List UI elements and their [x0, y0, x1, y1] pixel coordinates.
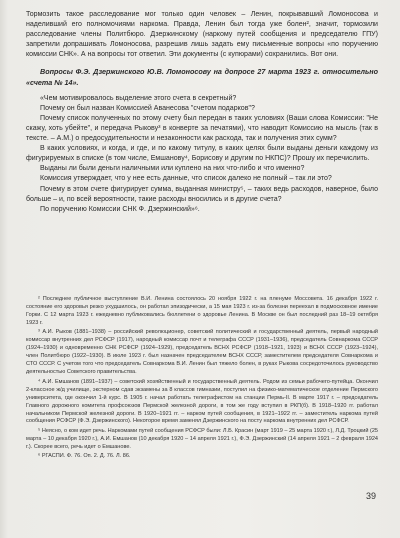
question-1: «Чем мотивировалось выделение этого счета в секретный? [40, 94, 237, 102]
footnote-5: ⁵ Неясно, о ком идет речь. Наркомами путей сообщения РСФСР были: Л.Б. Красин (март 1919 – 25 марта 1920 г.), Л.Д. Троцкий (25 марта – 10 декабря 1920 г.), А.И. Емшанов (10 декабря 1920 – 14 апреля 1921 г.), Ф.Э. Дзержинский (14 апреля 1921 – 2 февраля 1924 г.). Скорее всего, речь идет о Емшанове. [26, 428, 378, 450]
paragraph-intro: Тормозить такое расследование мог только один человек – Ленин, покрывавший Ломоносова и наделивший его полномочиями наркома. Правда, Ленин был тогда уже болен², значит, тормозили расследование члены Политбюро. Дзержинскому (наркому путей сообщения и председателю ГПУ) запретили допрашивать Ломоносова, разрешив лишь задать ему письменные вопросы «по поручению комиссии СНК». А на вопросы тот ответил. Эти документы (с купюрами) сохранились. Вот они. [26, 11, 378, 59]
main-text [26, 10, 378, 215]
signature: По поручению Комиссии СНК Ф. Дзержинский»⁶. [40, 205, 200, 213]
section-heading: Вопросы Ф.Э. Дзержинского Ю.В. Ломоносову на допросе 27 марта 1923 г. относительно «счета № 14». [26, 67, 378, 87]
question-7: Почему в этом счете фигурирует сумма, выданная министру⁵, – таких ведь расходов, наверное, было больше – и, по всей вероятности, такие расходы вносились и в другие счета? [26, 185, 378, 203]
question-3: Почему список полученных по этому счету был передан в таких условиях (Ваши слова Комиссии: "Не скажу, хоть убейте", и передача Рыкову³ в конверте за печатями), что наводит Комиссию на мысль (так в тексте. – А.М.) о предосудительности и незаконности как расхода, так и получения этих сумм? [26, 114, 378, 143]
page-number: 39 [365, 491, 376, 501]
question-6: Комиссия утверждает, что у нее есть данные, что список далеко не полный – так ли это? [40, 175, 332, 183]
question-4: В каких условиях, и когда, и где, и по какому титулу, в каких целях были выданы деньги каждому из фигурируемых в списке (в том числе, Емшанову⁴, Борисову и другим по НКПС)? Прошу их перечислить. [26, 145, 378, 163]
footnote-2: ² Последнее публичное выступление В.И. Ленина состоялось 20 ноября 1922 г. на пленуме Моссовета. 16 декабря 1922 г. состояние его здоровья резко ухудшилось, он работал эпизодически, а 15 мая 1923 г. из-за болезни переехал в подмосковное имение Горки. С 12 марта 1923 г. ежедневно публиковались бюллетени о здоровье Ленина. В Москве он был последний раз 18–19 октября 1923 г. [26, 296, 378, 326]
footnotes [26, 296, 378, 463]
footnote-6: ⁶ РГАСПИ. Ф. 76. Оп. 2. Д. 76. Л. 86. [38, 453, 131, 460]
question-5: Выданы ли были деньги наличными или куплено на них что-либо и что именно? [40, 165, 305, 173]
footnote-4: ⁴ А.И. Емшанов (1891–1937) – советский хозяйственный и государственный деятель. Родом из семьи рабочего-путейца. Окончил 2-классное ж/д училище, экстерном сдав экзамены за 8 классов гимназии, поступил на физико-математическое отделение Пермского университета, где окончил 1-й курс. В 1905 г. начал работать телеграфистом на станции Пермь-II. В марте 1917 г. – председатель Главного дорожного комитета профсоюзов Пермской железной дороги, в том же году вступил в РКП(б). В 1918–1920 гг. работал начальником Пермской железной дороги. В 1920–1921 гг. – нарком путей сообщения, в 1921–1922 гг. – заместитель наркома путей сообщения РСФСР (Ф.Э. Дзержинского). Некоторое время заменял Дзержинского на посту наркома внутренних дел РСФСР. [26, 378, 378, 425]
footnote-3: ³ А.И. Рыков (1881–1938) – российский революционер, советский политический и государственный деятель, первый народный комиссар внутренних дел РСФСР (1917), народный комиссар почт и телеграфа СССР (1931–1936), председатель Совнаркома СССР (1924–1930) и одновременно СНК РСФСР (1924–1929), председатель ВСНХ РСФСР (1918–1921, 1923) и ВСНХ СССР (1923–1924), член Политбюро (1922–1930). В июле 1923 г. был назначен председателем ВСНХ СССР, заместителем председателя Совнаркома и СТО СССР. С учетом того что председатель Совнаркома В.И. Ленин был тяжело болен, в руках Рыкова сосредоточилось руководство деятельностью Советского правительства. [26, 329, 378, 376]
question-2: Почему он был назван Комиссией Аванесова "счетом подарков"? [40, 104, 255, 112]
